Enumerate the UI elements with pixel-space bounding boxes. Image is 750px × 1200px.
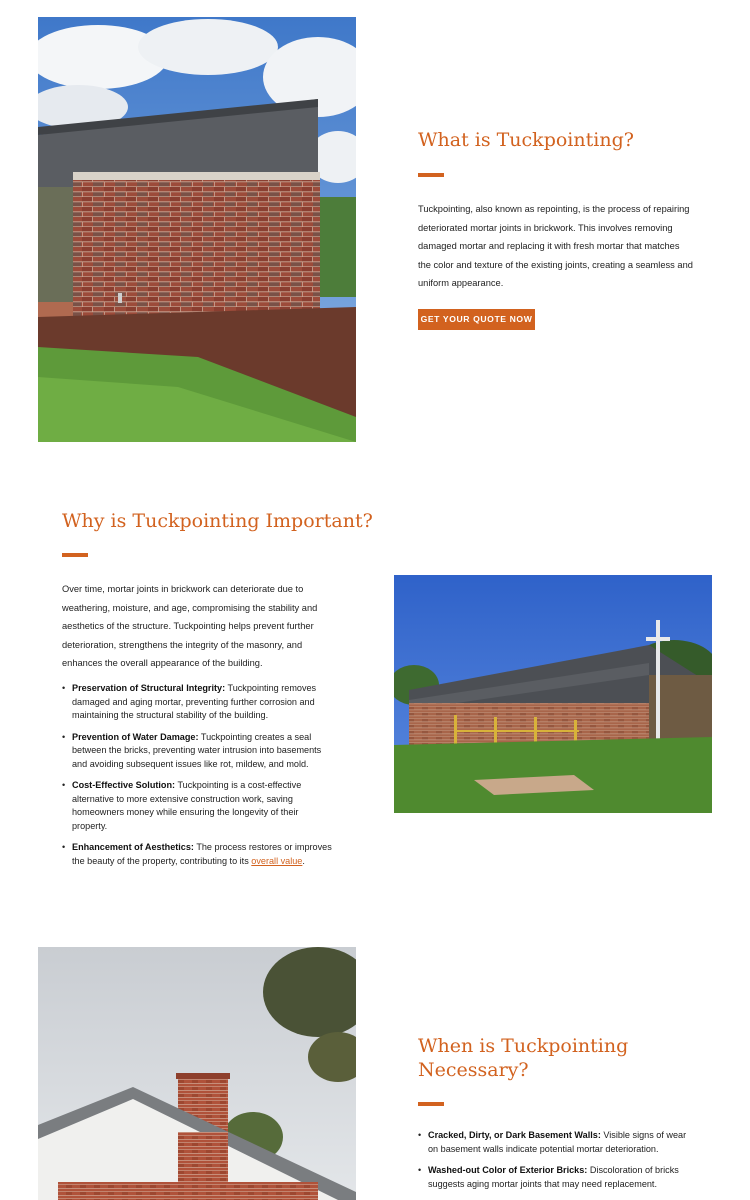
necessity-list [418,1129,690,1199]
house-chimney-photo [38,947,356,1200]
list-item-text: Visible signs of wear on basement walls indicate potential mortar deterioration. [428,1130,687,1154]
when-tuckpointing-necessary-heading: When is Tuckpointing Necessary? [418,1035,629,1081]
get-quote-button[interactable]: GET YOUR QUOTE NOW [418,309,535,330]
heading-accent-bar [418,173,444,177]
church-building-photo [394,575,712,813]
list-item [62,841,334,868]
list-item-text: Tuckpointing removes damaged and aging mortar, preventing further corrosion and maintaining the structural stability of the building. [72,683,317,720]
what-is-tuckpointing-paragraph: Tuckpointing, also known as repointing, is the process of repairing deteriorated mortar joints in brickwork. This involves removing damaged mortar and replacing it with fresh mortar that matches the color and texture of the existing joints, creating a seamless and uniform appearance. [418,204,693,289]
brick-wall-photo [38,17,356,442]
overall-value-link[interactable]: overall value [251,855,303,866]
list-item-title: Cost-Effective Solution: [72,780,176,790]
list-item-title: Preservation of Structural Integrity: [72,683,226,693]
what-is-tuckpointing-heading: What is Tuckpointing? [418,129,634,151]
importance-list [62,682,334,876]
list-item-title: Cracked, Dirty, or Dark Basement Walls: [428,1130,601,1140]
list-item-text-end: . [302,855,305,866]
why-tuckpointing-paragraph: Over time, mortar joints in brickwork can deteriorate due to weathering, moisture, and age, compromising the stability and aesthetics of the structure. Tuckpointing helps prevent further deterioration, strengthens the integrity of the masonry, and enhances the overall appearance of the building. [62,584,318,669]
why-tuckpointing-important-heading: Why is Tuckpointing Important? [62,510,373,532]
list-item-title: Prevention of Water Damage: [72,731,199,742]
heading-accent-bar [418,1102,444,1106]
list-item-text: The process restores or improves the beauty of the property, contributing to its [72,842,332,866]
list-item [418,1164,690,1191]
list-item-text: Tuckpointing creates a seal between the bricks, preventing water intrusion into basements and avoiding subsequent issues like rot, mildew, and mold. [72,731,322,769]
heading-accent-bar [62,553,88,557]
list-item [62,682,334,723]
list-item-text: Discoloration of bricks suggests aging mortar joints that may need replacement. [428,1165,679,1189]
list-item [62,779,334,833]
list-item-text: Tuckpointing is a cost-effective alternative to more extensive construction work, saving homeowners money while ensuring the longevity of their property. [72,780,302,831]
list-item [418,1129,690,1156]
list-item-title: Washed-out Color of Exterior Bricks: [428,1165,588,1175]
list-item-title: Enhancement of Aesthetics: [72,842,194,852]
list-item [62,731,334,772]
